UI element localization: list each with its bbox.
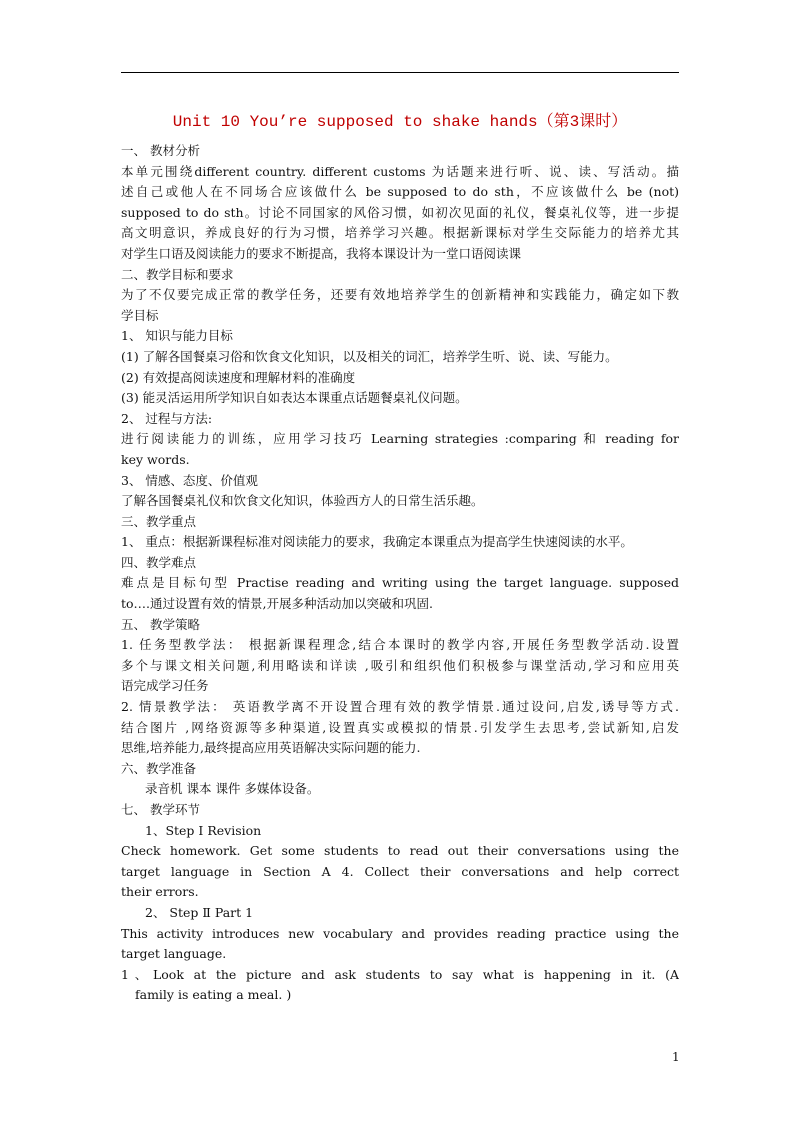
paragraph-line: 多个与课文相关问题,利用略读和详读 ,吸引和组织他们积极参与课堂活动,学习和应用英 [121, 657, 679, 673]
paragraph-line: to….通过设置有效的情景,开展多种活动加以突破和巩固. [121, 596, 433, 612]
paragraph-line: their errors. [121, 884, 199, 900]
paragraph-line: supposed to do sth。讨论不同国家的风俗习惯，如初次见面的礼仪，餐桌礼仪等，进一步提 [121, 204, 679, 220]
paragraph-line: 难点是目标句型 Practise reading and writing using the target language. supposed [121, 575, 679, 591]
paragraph-line: key words. [121, 451, 190, 467]
paragraph-line: 高文明意识，养成良好的行为习惯，培养学习兴趣。根据新课标对学生交际能力的培养尤其 [121, 225, 679, 241]
list-item: (2) 有效提高阅读速度和理解材料的准确度 [121, 369, 356, 385]
list-item: (1) 了解各国餐桌习俗和饮食文化知识，以及相关的词汇，培养学生听、说、读、写能力。 [121, 348, 618, 364]
paragraph-line: 录音机 课本 课件 多媒体设备。 [145, 781, 320, 797]
paragraph-line: 进行阅读能力的训练，应用学习技巧 Learning strategies :comparing 和 reading for [121, 431, 679, 447]
header-rule [121, 72, 679, 73]
subheading-attitude: 3、 情感、态度、价值观 [121, 472, 258, 488]
list-item: (3) 能灵活运用所学知识自如表达本课重点话题餐桌礼仪问题。 [121, 390, 468, 406]
subheading-knowledge: 1、 知识与能力目标 [121, 328, 233, 344]
paragraph-line: 学目标 [121, 307, 159, 323]
heading-difficulties: 四、教学难点 [121, 554, 197, 570]
heading-preparation: 六、教学准备 [121, 760, 197, 776]
list-item: 2. 情景教学法： 英语教学离不开设置合理有效的教学情景.通过设问,启发,诱导等方式. [121, 699, 679, 715]
subheading-process: 2、 过程与方法: [121, 410, 213, 426]
list-item-continuation: family is eating a meal. ) [135, 987, 292, 1003]
paragraph-line: 述自己或他人在不同场合应该做什么 be supposed to do sth，不应该做什么 be (not) [121, 184, 679, 200]
paragraph-line: 了解各国餐桌礼仪和饮食文化知识，体验西方人的日常生活乐趣。 [121, 493, 484, 509]
paragraph-line: 语完成学习任务 [121, 678, 209, 694]
paragraph-line: 结合图片 ,网络资源等多种渠道,设置真实或模拟的情景.引发学生去思考,尝试新知,启发 [121, 719, 679, 735]
paragraph-line: This activity introduces new vocabulary and provides reading practice using the [121, 925, 679, 941]
paragraph-line: 本单元围绕different country. different customs 为话题来进行听、说、读、写活动。描 [121, 163, 679, 179]
paragraph-line: target language. [121, 946, 227, 962]
heading-strategies: 五、 教学策略 [121, 616, 200, 632]
step-heading: 1、Step Ⅰ Revision [145, 822, 262, 838]
heading-materials-analysis: 一、 教材分析 [121, 143, 200, 158]
paragraph-line: 对学生口语及阅读能力的要求不断提高，我将本课设计为一堂口语阅读课 [121, 245, 522, 261]
heading-procedure: 七、 教学环节 [121, 802, 200, 817]
list-item: 1、 重点：根据新课程标准对阅读能力的要求，我确定本课重点为提高学生快速阅读的水平。 [121, 534, 633, 550]
step-heading: 2、 Step Ⅱ Part 1 [145, 904, 254, 920]
heading-key-points: 三、教学重点 [121, 513, 197, 529]
heading-objectives: 二、教学目标和要求 [121, 266, 234, 282]
list-item: 1、Look at the picture and ask students to say what is happening in it. (A [121, 966, 679, 982]
page-number: 1 [672, 1050, 680, 1064]
paragraph-line: 思维,培养能力,最终提高应用英语解决实际问题的能力. [121, 740, 421, 756]
document-body [121, 141, 679, 1006]
paragraph-line: target language in Section A 4. Collect their conversations and help correct [121, 863, 679, 879]
paragraph-line: 为了不仅要完成正常的教学任务，还要有效地培养学生的创新精神和实践能力，确定如下教 [121, 287, 679, 303]
document-title: Unit 10 You’re supposed to shake hands（第3课时） [172, 113, 628, 131]
list-item: 1. 任务型教学法： 根据新课程理念,结合本课时的教学内容,开展任务型教学活动.设置 [121, 637, 679, 653]
paragraph-line: Check homework. Get some students to read out their conversations using the [121, 843, 679, 859]
